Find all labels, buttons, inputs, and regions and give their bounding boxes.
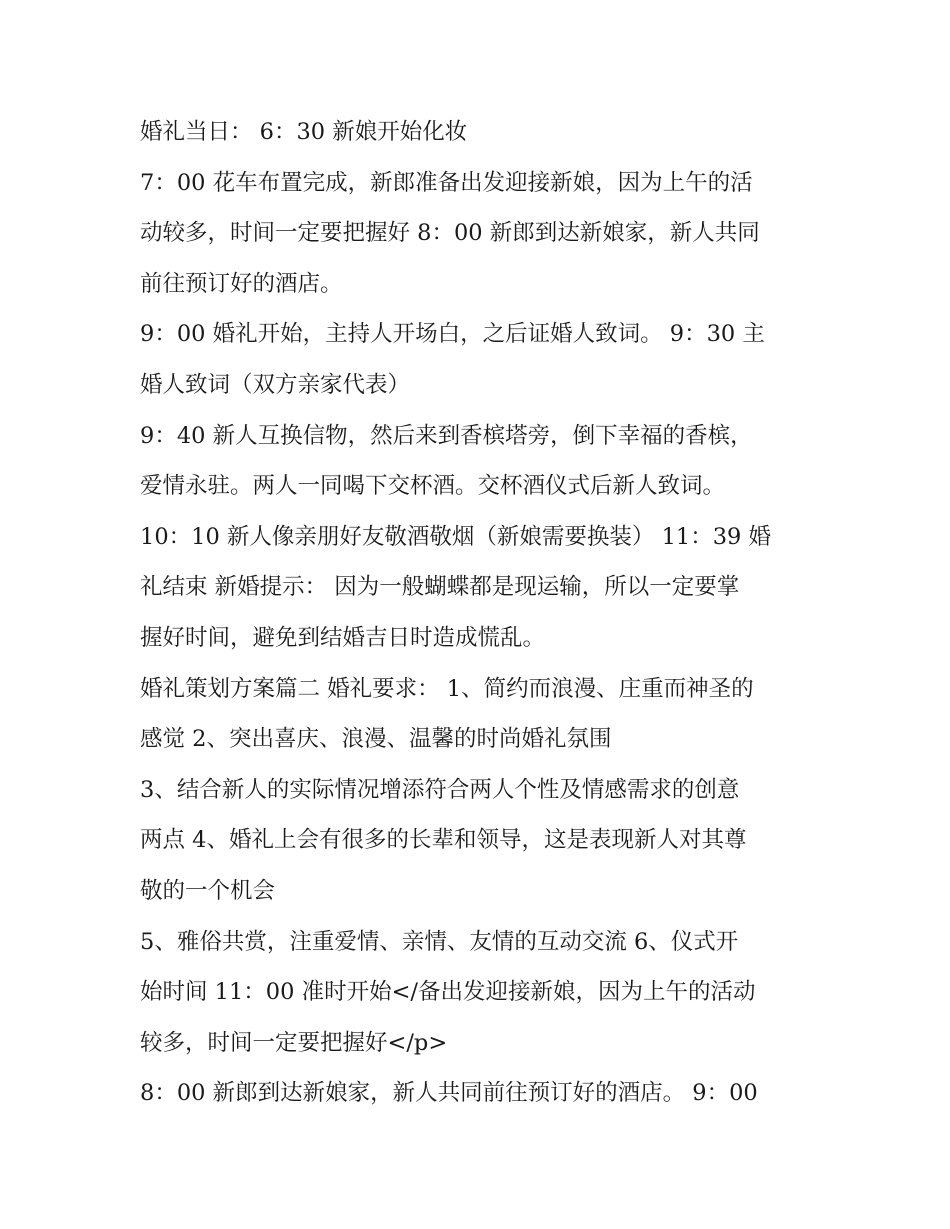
paragraph-groom-arrival [140,1068,820,1119]
text-line: 婚人致词（双方亲家代表） [140,371,411,398]
text-line: 8：00 新郎到达新娘家，新人共同前往预订好的酒店。 9：00 [140,1080,758,1107]
paragraph-requirement-3 [140,765,820,917]
document-body [140,107,820,1119]
text-line: 婚礼当日： 6：30 新娘开始化妆 [140,119,468,145]
text-line: 敬的一个机会 [140,877,276,904]
paragraph-flower-car [140,158,820,310]
text-line: 婚礼策划方案篇二 婚礼要求： 1、简约而浪漫、庄重而神圣的 [140,675,754,702]
paragraph-requirement-5 [140,917,820,1069]
text-line: 两点 4、婚礼上会有很多的长辈和领导，这是表现新人对其尊 [140,827,747,854]
paragraph-wedding-day [140,107,820,158]
text-line: 5、雅俗共赏，注重爱情、亲情、友情的互动交流 6、仪式开 [140,928,739,955]
paragraph-plan-two [140,664,820,765]
text-line: 9：00 婚礼开始，主持人开场白，之后证婚人致词。 9：30 主 [140,321,765,348]
text-line: 动较多，时间一定要把握好 8：00 新郎到达新娘家，新人共同 [140,220,760,247]
text-line: 7：00 花车布置完成，新郎准备出发迎接新娘，因为上午的活 [140,169,753,196]
text-line: 9：40 新人互换信物，然后来到香槟塔旁，倒下幸福的香槟， [140,422,753,449]
text-line: 3、结合新人的实际情况增添符合两人个性及情感需求的创意 [140,776,740,803]
text-line: 礼结束 新婚提示： 因为一般蝴蝶都是现运输，所以一定要掌 [140,574,740,601]
text-line: 较多，时间一定要把握好</p> [140,1029,448,1056]
text-line: 握好时间，避免到结婚吉日时造成慌乱。 [140,624,546,651]
text-line: 10：10 新人像亲朋好友敬酒敬烟（新娘需要换装） 11：39 婚 [140,523,771,550]
text-line: 始时间 11：00 准时开始</备出发迎接新娘，因为上午的活动 [140,979,756,1006]
paragraph-exchange-tokens [140,411,820,512]
text-line: 前往预订好的酒店。 [140,270,343,297]
paragraph-ceremony-start [140,309,820,410]
text-line: 感觉 2、突出喜庆、浪漫、温馨的时尚婚礼氛围 [140,726,612,753]
paragraph-toast-guests [140,512,820,664]
text-line: 爱情永驻。两人一同喝下交杯酒。交杯酒仪式后新人致词。 [140,473,726,500]
